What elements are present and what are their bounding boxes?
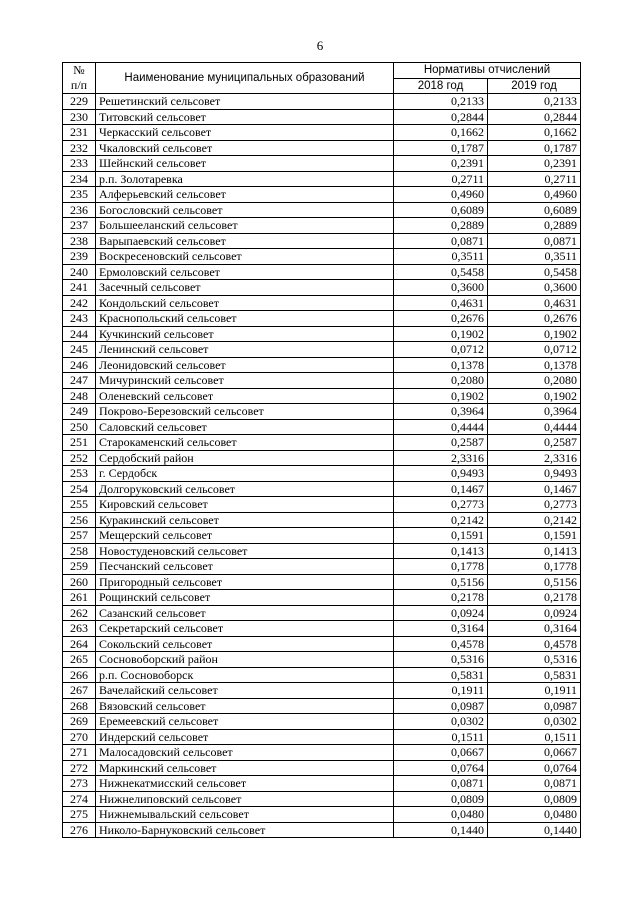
norm-2018-cell: 0,3164 [394,621,488,637]
row-number-cell: 259 [63,559,96,575]
row-number-cell: 240 [63,264,96,280]
norm-2018-cell: 0,0987 [394,698,488,714]
row-number-cell: 262 [63,605,96,621]
municipality-name-cell: Рощинский сельсовет [96,590,394,606]
table-row [63,419,581,435]
table-row [63,481,581,497]
row-number-cell: 258 [63,543,96,559]
column-header-2019: 2019 год [488,78,581,94]
table-row [63,249,581,265]
norm-2018-cell: 0,0764 [394,760,488,776]
municipality-name-cell: Старокаменский сельсовет [96,435,394,451]
table-row [63,667,581,683]
municipality-name-cell: Ермоловский сельсовет [96,264,394,280]
table-row [63,698,581,714]
table-row [63,822,581,838]
municipality-name-cell: Варыпаевский сельсовет [96,233,394,249]
municipality-name-cell: Нижнекатмисский сельсовет [96,776,394,792]
norm-2019-cell: 0,2773 [488,497,581,513]
municipality-name-cell: Вязовский сельсовет [96,698,394,714]
municipality-name-cell: Черкасский сельсовет [96,125,394,141]
table-row [63,512,581,528]
municipality-name-cell: р.п. Сосновоборск [96,667,394,683]
municipality-name-cell: Алферьевский сельсовет [96,187,394,203]
municipality-name-cell: Кондольский сельсовет [96,295,394,311]
column-header-number [63,63,96,94]
norm-2019-cell: 0,3511 [488,249,581,265]
norm-2019-cell: 0,2142 [488,512,581,528]
municipality-name-cell: Саловский сельсовет [96,419,394,435]
row-number-cell: 272 [63,760,96,776]
table-row [63,760,581,776]
norm-2019-cell: 0,1778 [488,559,581,575]
norm-2018-cell: 0,1467 [394,481,488,497]
norm-2019-cell: 0,9493 [488,466,581,482]
norm-2019-cell: 0,0987 [488,698,581,714]
table-row [63,295,581,311]
table-row [63,187,581,203]
table-row [63,94,581,110]
row-number-cell: 252 [63,450,96,466]
row-number-cell: 270 [63,729,96,745]
municipality-name-cell: Сосновоборский район [96,652,394,668]
norm-2019-cell: 0,2676 [488,311,581,327]
table-row [63,357,581,373]
municipality-name-cell: Краснопольский сельсовет [96,311,394,327]
row-number-cell: 250 [63,419,96,435]
column-header-2018: 2018 год [394,78,488,94]
norm-2019-cell: 0,1662 [488,125,581,141]
table-row [63,373,581,389]
municipality-name-cell: Леонидовский сельсовет [96,357,394,373]
norm-2019-cell: 0,0871 [488,233,581,249]
norm-2018-cell: 0,1591 [394,528,488,544]
norm-2019-cell: 0,0667 [488,745,581,761]
norm-2019-cell: 0,4631 [488,295,581,311]
norm-2019-cell: 0,0809 [488,791,581,807]
norm-2018-cell: 0,0712 [394,342,488,358]
table-row [63,497,581,513]
row-number-cell: 230 [63,109,96,125]
row-number-cell: 244 [63,326,96,342]
table-row [63,543,581,559]
municipality-name-cell: Богословский сельсовет [96,202,394,218]
municipality-name-cell: р.п. Золотаревка [96,171,394,187]
norm-2019-cell: 0,2133 [488,94,581,110]
municipality-name-cell: Титовский сельсовет [96,109,394,125]
row-number-cell: 257 [63,528,96,544]
table-row [63,156,581,172]
table-row [63,171,581,187]
column-header-norms-group: Нормативы отчислений [394,63,581,79]
table-row [63,745,581,761]
norm-2019-cell: 0,3964 [488,404,581,420]
norm-2018-cell: 0,5831 [394,667,488,683]
row-number-cell: 232 [63,140,96,156]
row-number-cell: 254 [63,481,96,497]
row-number-cell: 237 [63,218,96,234]
row-number-cell: 242 [63,295,96,311]
norm-2018-cell: 0,9493 [394,466,488,482]
norm-2018-cell: 0,0667 [394,745,488,761]
municipality-name-cell: Мичуринский сельсовет [96,373,394,389]
table-row [63,404,581,420]
table-row [63,776,581,792]
norm-2019-cell: 0,5156 [488,574,581,590]
row-number-cell: 247 [63,373,96,389]
table-row [63,435,581,451]
table-body [63,94,581,838]
norm-2019-cell: 0,4960 [488,187,581,203]
norm-2019-cell: 0,2178 [488,590,581,606]
municipality-name-cell: Сазанский сельсовет [96,605,394,621]
municipality-name-cell: Сокольский сельсовет [96,636,394,652]
row-number-cell: 261 [63,590,96,606]
row-number-cell: 263 [63,621,96,637]
norm-2018-cell: 0,2142 [394,512,488,528]
norm-2018-cell: 0,4578 [394,636,488,652]
norm-2018-cell: 0,2889 [394,218,488,234]
norm-2019-cell: 0,1378 [488,357,581,373]
row-number-cell: 269 [63,714,96,730]
table-row [63,218,581,234]
norm-2019-cell: 0,1902 [488,326,581,342]
norm-2019-cell: 0,5831 [488,667,581,683]
norm-2018-cell: 0,0924 [394,605,488,621]
row-number-cell: 229 [63,94,96,110]
table-row [63,140,581,156]
norm-2018-cell: 0,1911 [394,683,488,699]
norm-2018-cell: 0,5156 [394,574,488,590]
municipality-name-cell: Индерский сельсовет [96,729,394,745]
norm-2018-cell: 0,4960 [394,187,488,203]
table-row [63,636,581,652]
municipality-name-cell: Нижнелиповский сельсовет [96,791,394,807]
municipality-name-cell: Маркинский сельсовет [96,760,394,776]
norm-2019-cell: 0,2844 [488,109,581,125]
norm-2018-cell: 0,5458 [394,264,488,280]
norm-2019-cell: 0,2080 [488,373,581,389]
page-number: 6 [316,38,324,53]
norm-2018-cell: 0,2133 [394,94,488,110]
row-number-cell: 239 [63,249,96,265]
table-row [63,729,581,745]
norm-2019-cell: 0,6089 [488,202,581,218]
table-row [63,264,581,280]
municipality-name-cell: Мещерский сельсовет [96,528,394,544]
norm-2018-cell: 0,2711 [394,171,488,187]
municipality-name-cell: Николо-Барнуковский сельсовет [96,822,394,838]
municipality-name-cell: Пригородный сельсовет [96,574,394,590]
norm-2018-cell: 0,0809 [394,791,488,807]
norm-2018-cell: 0,1662 [394,125,488,141]
table-row [63,791,581,807]
row-number-cell: 273 [63,776,96,792]
norm-2018-cell: 0,0480 [394,807,488,823]
norm-2019-cell: 0,1467 [488,481,581,497]
row-number-cell: 266 [63,667,96,683]
row-number-cell: 274 [63,791,96,807]
norm-2019-cell: 0,1591 [488,528,581,544]
norm-2018-cell: 0,2844 [394,109,488,125]
municipality-name-cell: Кировский сельсовет [96,497,394,513]
table-row [63,388,581,404]
municipality-name-cell: Засечный сельсовет [96,280,394,296]
norm-2018-cell: 0,1787 [394,140,488,156]
table-row [63,125,581,141]
table-row [63,466,581,482]
norm-2019-cell: 0,1902 [488,388,581,404]
table-row [63,109,581,125]
table-row [63,342,581,358]
norm-2019-cell: 0,3600 [488,280,581,296]
norm-2019-cell: 0,1787 [488,140,581,156]
norm-2018-cell: 0,4631 [394,295,488,311]
row-number-cell: 238 [63,233,96,249]
municipality-name-cell: Большееланский сельсовет [96,218,394,234]
column-header-name: Наименование муниципальных образований [96,63,394,94]
municipality-name-cell: Вачелайский сельсовет [96,683,394,699]
municipality-name-cell: Долгоруковский сельсовет [96,481,394,497]
allocation-norms-table [62,62,581,838]
norm-2019-cell: 0,0871 [488,776,581,792]
norm-2019-cell: 0,2391 [488,156,581,172]
norm-2018-cell: 0,0871 [394,233,488,249]
municipality-name-cell: Песчанский сельсовет [96,559,394,575]
norm-2019-cell: 0,2889 [488,218,581,234]
norm-2019-cell: 0,1440 [488,822,581,838]
table-row [63,652,581,668]
table-row [63,574,581,590]
row-number-cell: 267 [63,683,96,699]
row-number-cell: 248 [63,388,96,404]
row-number-cell: 260 [63,574,96,590]
municipality-name-cell: Еремеевский сельсовет [96,714,394,730]
norm-2019-cell: 0,1911 [488,683,581,699]
table-row [63,280,581,296]
table-row [63,559,581,575]
norm-2018-cell: 0,4444 [394,419,488,435]
row-number-cell: 236 [63,202,96,218]
column-header-number-line2: п/п [70,78,88,92]
municipality-name-cell: г. Сердобск [96,466,394,482]
row-number-cell: 246 [63,357,96,373]
table-row [63,590,581,606]
norm-2019-cell: 0,0712 [488,342,581,358]
municipality-name-cell: Кучкинский сельсовет [96,326,394,342]
table-row [63,326,581,342]
row-number-cell: 234 [63,171,96,187]
municipality-name-cell: Сердобский район [96,450,394,466]
column-header-number-line1: № [73,63,85,77]
row-number-cell: 275 [63,807,96,823]
row-number-cell: 271 [63,745,96,761]
norm-2019-cell: 0,2711 [488,171,581,187]
norm-2019-cell: 0,2587 [488,435,581,451]
municipality-name-cell: Новостуденовский сельсовет [96,543,394,559]
norm-2019-cell: 0,4578 [488,636,581,652]
norm-2018-cell: 0,2080 [394,373,488,389]
table-row [63,621,581,637]
norm-2018-cell: 0,1413 [394,543,488,559]
norm-2018-cell: 0,1902 [394,326,488,342]
table-row [63,233,581,249]
norm-2019-cell: 0,5458 [488,264,581,280]
row-number-cell: 251 [63,435,96,451]
norm-2018-cell: 0,2178 [394,590,488,606]
municipality-name-cell: Решетинский сельсовет [96,94,394,110]
norm-2018-cell: 0,1378 [394,357,488,373]
municipality-name-cell: Оленевский сельсовет [96,388,394,404]
norm-2018-cell: 0,2587 [394,435,488,451]
norm-2019-cell: 0,0764 [488,760,581,776]
norm-2019-cell: 0,0924 [488,605,581,621]
norm-2018-cell: 0,6089 [394,202,488,218]
norm-2018-cell: 0,2391 [394,156,488,172]
municipality-name-cell: Ленинский сельсовет [96,342,394,358]
norm-2018-cell: 0,1511 [394,729,488,745]
row-number-cell: 256 [63,512,96,528]
norm-2018-cell: 2,3316 [394,450,488,466]
municipality-name-cell: Куракинский сельсовет [96,512,394,528]
row-number-cell: 235 [63,187,96,203]
row-number-cell: 255 [63,497,96,513]
norm-2019-cell: 0,1413 [488,543,581,559]
table-row [63,683,581,699]
table-row [63,528,581,544]
municipality-name-cell: Нижнемывальский сельсовет [96,807,394,823]
row-number-cell: 265 [63,652,96,668]
table-header-row [63,63,581,79]
norm-2018-cell: 0,1902 [394,388,488,404]
row-number-cell: 241 [63,280,96,296]
norm-2019-cell: 2,3316 [488,450,581,466]
norm-2018-cell: 0,2773 [394,497,488,513]
table-row [63,450,581,466]
row-number-cell: 249 [63,404,96,420]
row-number-cell: 233 [63,156,96,172]
row-number-cell: 243 [63,311,96,327]
norm-2019-cell: 0,4444 [488,419,581,435]
norm-2019-cell: 0,3164 [488,621,581,637]
norm-2019-cell: 0,0480 [488,807,581,823]
table-row [63,202,581,218]
row-number-cell: 253 [63,466,96,482]
row-number-cell: 231 [63,125,96,141]
table-row [63,605,581,621]
municipality-name-cell: Покрово-Березовский сельсовет [96,404,394,420]
norm-2018-cell: 0,3964 [394,404,488,420]
municipality-name-cell: Воскресеновский сельсовет [96,249,394,265]
row-number-cell: 264 [63,636,96,652]
table-row [63,714,581,730]
municipality-name-cell: Малосадовский сельсовет [96,745,394,761]
table-row [63,311,581,327]
norm-2019-cell: 0,1511 [488,729,581,745]
norm-2018-cell: 0,1778 [394,559,488,575]
row-number-cell: 245 [63,342,96,358]
norm-2018-cell: 0,0302 [394,714,488,730]
municipality-name-cell: Чкаловский сельсовет [96,140,394,156]
norm-2018-cell: 0,3511 [394,249,488,265]
norm-2019-cell: 0,0302 [488,714,581,730]
norm-2019-cell: 0,5316 [488,652,581,668]
municipality-name-cell: Шейнский сельсовет [96,156,394,172]
table-row [63,807,581,823]
norm-2018-cell: 0,0871 [394,776,488,792]
row-number-cell: 268 [63,698,96,714]
norm-2018-cell: 0,2676 [394,311,488,327]
municipality-name-cell: Секретарский сельсовет [96,621,394,637]
norm-2018-cell: 0,5316 [394,652,488,668]
norm-2018-cell: 0,1440 [394,822,488,838]
norm-2018-cell: 0,3600 [394,280,488,296]
row-number-cell: 276 [63,822,96,838]
